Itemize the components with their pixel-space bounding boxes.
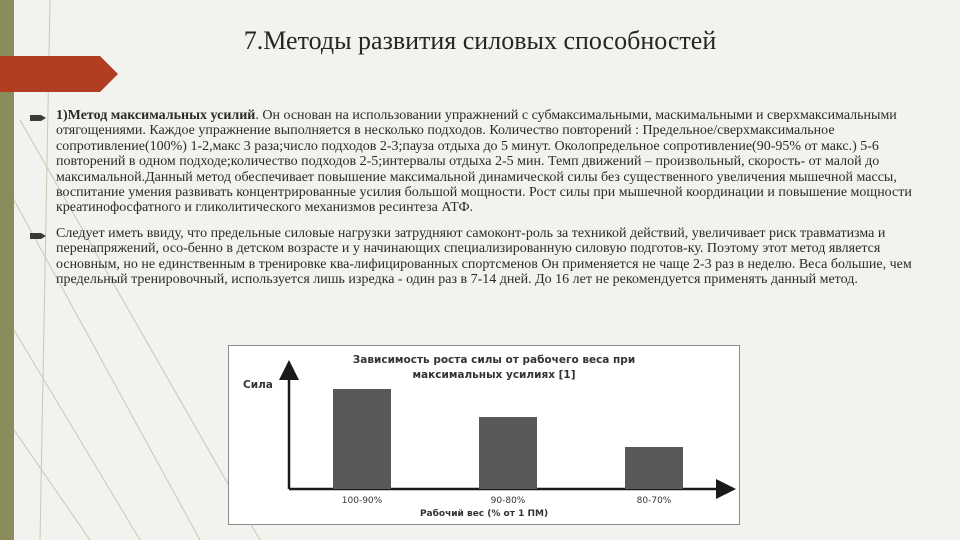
pencil-bullet-icon — [30, 226, 56, 288]
title-accent-tab — [0, 56, 118, 92]
bar-2 — [479, 417, 537, 489]
bullet-text — [56, 108, 942, 216]
chart-title-line1: Зависимость роста силы от рабочего веса при — [352, 354, 636, 366]
x-tick-label: 100-90% — [341, 496, 383, 506]
bullet-body: Следует иметь ввиду, что предельные силовые нагрузки затрудняют самоконт-роль за техникой действий, увеличивает риск травматизма и перенапряжений, осо-бенно в детском возрасте и у начинающих специализированную силовую подготов-ку. Поэтому этот метод является основным, но не единственным в тренировке ква-лифицированных спортсменов Он применяется не чаще 2-3 раз в неделю. Веса большие, чем предельный тренировочный, используется лишь изредка - один раз в 7-14 дней. До 16 лет не рекомендуется применять данный метод. — [56, 225, 912, 288]
bullet-text — [56, 226, 942, 288]
bullet-body: . Он основан на использовании упражнений с субмаксимальными, маскимальными и сверхмаксимальными отягощениями. Каждое упражнение выполняется в несколько подходов. Количество повторений : Предельное/сверхмаксимальное сопротивление(100%) 1-2,макс 3 раза;число подходов 2-3;пауза отдыха до 5 минут. Околопредельное сопротивление(90-95% от макс.) 5-6 повторений в одном подходе;количество подходов 2-5;интервалы отдыха 2-5 мин. Темп движений – произвольный, скорость- от малой до максимальной.Данный метод обеспечивает повышение максимальной динамической силы без существенного увеличения мышечной массы, воспитание умения развивать концентрированные усилия большой мощности. Рост силы при мышечной координации и повышение мощности креатинофосфатного и гликолитического механизмов ресинтеза АТФ. — [56, 108, 912, 216]
x-axis-label: Рабочий вес (% от 1 ПМ) — [419, 509, 549, 519]
y-axis-label: Сила — [243, 379, 273, 391]
bar-1 — [333, 389, 391, 489]
x-tick-label: 80-70% — [636, 496, 672, 506]
chart-frame — [228, 345, 740, 525]
chart-title-line2: максимальных усилиях [1] — [412, 369, 576, 381]
x-tick-label: 90-80% — [490, 496, 526, 506]
bullet-item-notes — [30, 226, 942, 288]
bullet-bold-lead: 1)Метод максимальных усилий — [56, 108, 256, 123]
bullet-list — [30, 108, 942, 297]
slide-title: 7.Методы развития силовых способностей — [243, 26, 717, 55]
bullet-item-method — [30, 108, 942, 216]
bar-chart — [229, 346, 739, 524]
pencil-bullet-icon — [30, 108, 56, 216]
bar-3 — [625, 447, 683, 489]
